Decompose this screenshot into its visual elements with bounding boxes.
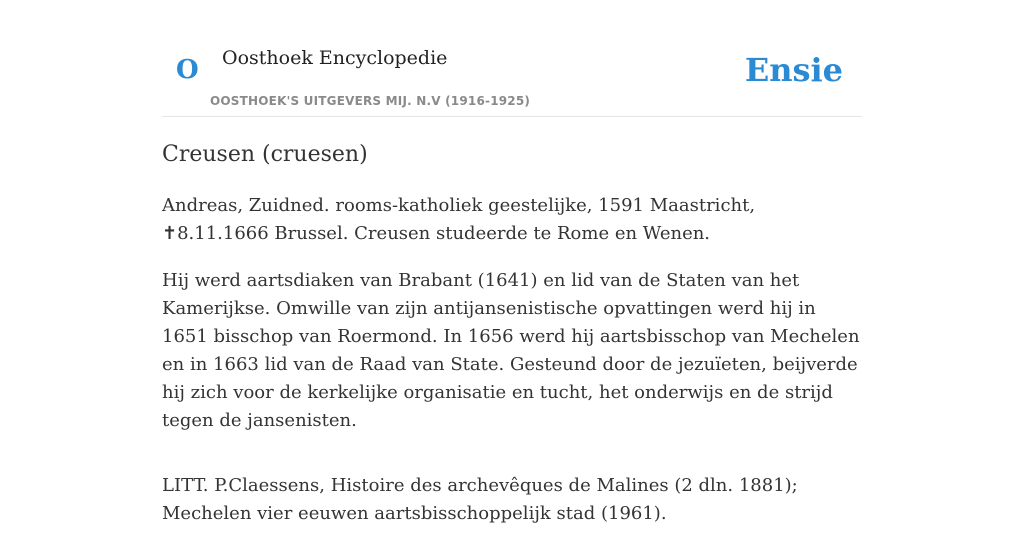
literature-reference: LITT. P.Claessens, Histoire des archevêques de Malines (2 dln. 1881); Mechelen vier eeuwen aartsbisschoppelijk stad (1961). (162, 475, 798, 524)
article-paragraph: Hij werd aartsdiaken van Brabant (1641) en lid van de Staten van het Kamerijkse. Omwille van zijn antijansenistische opvattingen werd hij in 1651 bisschop van Roermond. In 1656 werd hij aartsbisschop van Mechelen en in 1663 lid van de Raad van State. Gesteund door de jezuïeten, beijverde hij zich voor de kerkelijke organisatie en tucht, het onderwijs en de strijd tegen de jansenisten. (162, 270, 860, 431)
article-title: Creusen (cruesen) (162, 142, 368, 167)
site-header (162, 0, 862, 117)
site-title[interactable]: Oosthoek Encyclopedie (222, 47, 448, 69)
page (162, 0, 862, 524)
ensie-brand-link[interactable]: Ensie (744, 51, 843, 89)
logo-icon[interactable]: O (176, 55, 199, 85)
site-subtitle: OOSTHOEK'S UITGEVERS MIJ. N.V (1916-1925) (210, 94, 531, 108)
article-paragraph: Andreas, Zuidned. rooms-katholiek geestelijke, 1591 Maastricht, ✝8.11.1666 Brussel. Creusen studeerde te Rome en Wenen. (162, 195, 756, 244)
article-body (162, 192, 862, 547)
